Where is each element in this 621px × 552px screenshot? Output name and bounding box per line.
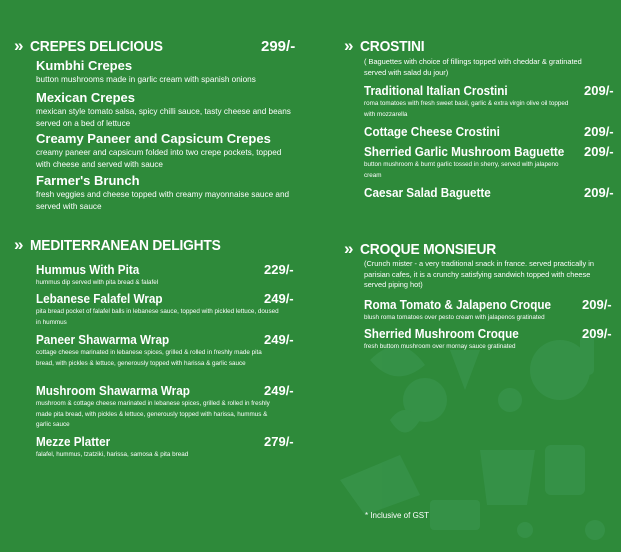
menu-item (364, 144, 616, 181)
item-name: Cottage Cheese Crostini (364, 124, 500, 139)
menu-item (36, 434, 298, 461)
cup-icon (480, 450, 535, 505)
item-description: cottage cheese marinated in lebanese spices, grilled & rolled in freshly made pita bread, with pickles & lettuce, generously topped with harissa & garlic sauce (36, 349, 262, 367)
item-description: button mushroom & burnt garlic tossed in sherry, served with jalapeno cream (364, 161, 559, 179)
item-price: 249/- (264, 383, 294, 398)
item-description: roma tomatoes with fresh sweet basil, garlic & extra virgin olive oil topped with mozzarella (364, 100, 569, 118)
menu-item (36, 291, 294, 328)
section-header-mediterranean (14, 235, 238, 255)
item-price: 209/- (584, 124, 614, 139)
item-description: falafel, hummus, tzatziki, harissa, samosa & pita bread (36, 451, 189, 458)
item-price: 249/- (264, 291, 294, 306)
menu-item (36, 90, 298, 129)
menu-item (364, 124, 616, 139)
section-price: 299/- (261, 38, 296, 55)
item-price: 229/- (264, 262, 294, 277)
mug-icon (545, 445, 585, 495)
item-name: Lebanese Falafel Wrap (36, 291, 163, 306)
menu-item (36, 131, 298, 170)
item-description: fresh veggies and cheese topped with creamy mayonnaise sauce and served with sauce (36, 190, 290, 211)
section-title: CROQUE MONSIEUR (360, 240, 497, 258)
item-price: 209/- (582, 297, 612, 312)
item-description: blush roma tomatoes over pesto cream with jalapenos gratinated (364, 314, 545, 321)
section-title: CROSTINI (360, 37, 425, 55)
item-description: pita bread pocket of falafel balls in lebanese sauce, topped with pickled lettuce, doused in hummus (36, 308, 279, 326)
item-description: hummus dip served with pita bread & falafel (36, 279, 159, 286)
item-name: Traditional Italian Crostini (364, 83, 508, 98)
double-chevron-icon: » (344, 239, 351, 258)
item-name: Roma Tomato & Jalapeno Croque (364, 297, 552, 312)
item-name: Sherried Garlic Mushroom Baguette (364, 144, 565, 159)
section-title: MEDITERRANEAN DELIGHTS (30, 236, 222, 254)
item-price: 209/- (584, 185, 614, 200)
cherry-icon (498, 388, 522, 412)
item-price: 209/- (584, 144, 614, 159)
gst-note: * Inclusive of GST (365, 511, 430, 520)
item-price: 209/- (584, 83, 614, 98)
section-header-crostini (344, 36, 431, 56)
bean-icon (585, 520, 605, 540)
item-name: Mexican Crepes (36, 90, 135, 105)
section-header-croque (344, 239, 508, 259)
item-price: 249/- (264, 332, 294, 347)
section-intro: (Crunch mister - a very traditional snack in france. served practically in parisian cafes, it is a crunchy satisfying sandwich topped with cheese served piping hot) (364, 259, 595, 289)
item-name: Kumbhi Crepes (36, 58, 133, 73)
item-name: Mushroom Shawarma Wrap (36, 383, 190, 398)
item-description: button mushrooms made in garlic cream with spanish onions (36, 75, 256, 84)
item-name: Creamy Paneer and Capsicum Crepes (36, 131, 271, 146)
item-name: Hummus With Pita (36, 262, 140, 277)
item-name: Paneer Shawarma Wrap (36, 332, 170, 347)
double-chevron-icon: » (344, 36, 351, 55)
item-description: creamy paneer and capsicum folded into two crepe pockets, topped with cheese and served with sauce (36, 148, 282, 169)
icecream-icon (450, 350, 480, 390)
item-description: mushroom & cottage cheese marinated in lebanese spices, grilled & rolled in freshly made pita bread, with pickles & lettuce, generously topped with harissa, hummus & garlic sauce (36, 400, 270, 428)
item-name: Sherried Mushroom Croque (364, 326, 519, 341)
cheese-icon (430, 500, 480, 530)
item-name: Mezze Platter (36, 434, 111, 449)
menu-item (36, 58, 306, 86)
item-name: Caesar Salad Baguette (364, 185, 491, 200)
menu-item (364, 83, 616, 120)
section-title: CREPES DELICIOUS (30, 37, 164, 55)
menu-item (364, 297, 616, 324)
menu-item (36, 383, 294, 431)
section-intro: ( Baguettes with choice of fillings topped with cheddar & gratinated served with salad du jour) (364, 57, 582, 77)
menu-item (36, 262, 298, 289)
section-header-crepes (14, 36, 175, 56)
menu-item (364, 326, 616, 353)
item-name: Farmer's Brunch (36, 173, 140, 188)
double-chevron-icon: » (14, 235, 21, 254)
double-chevron-icon: » (14, 36, 21, 55)
coffee-bean-icon (517, 522, 533, 538)
cake-slice-icon (340, 455, 420, 515)
item-description: mexican style tomato salsa, spicy chilli sauce, tasty cheese and beans served on a bed of lettuce (36, 107, 291, 128)
item-price: 209/- (582, 326, 612, 341)
menu-item (36, 332, 294, 369)
menu-item (364, 185, 616, 200)
item-description: fresh buttom mushroom over mornay sauce gratinated (364, 343, 516, 350)
menu-item (36, 173, 298, 212)
item-price: 279/- (264, 434, 294, 449)
